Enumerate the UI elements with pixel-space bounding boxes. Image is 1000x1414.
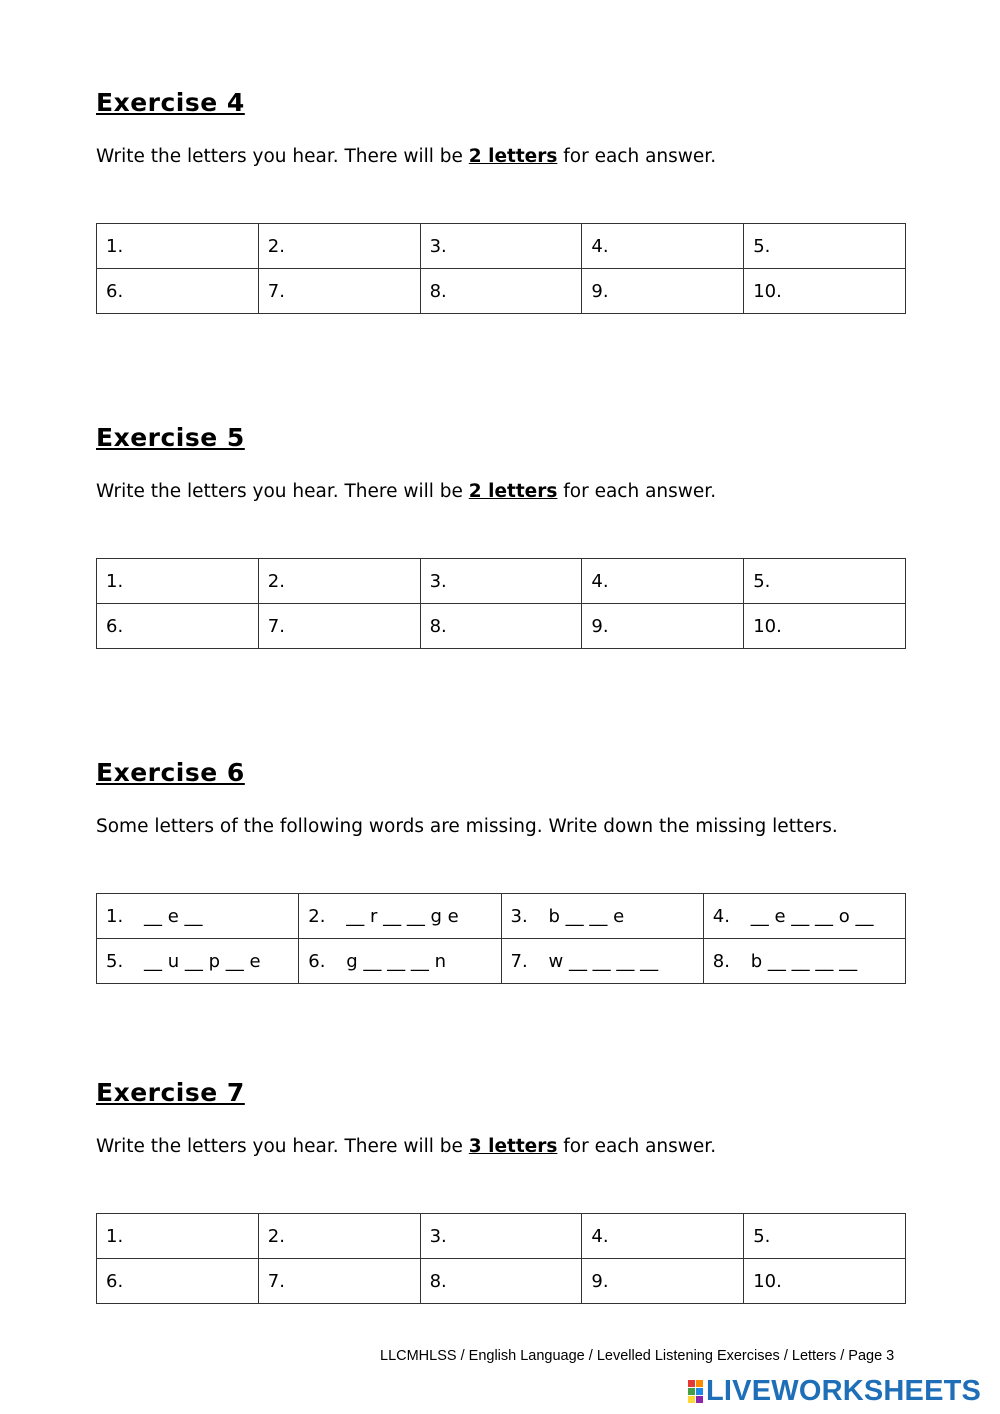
word-pattern: b __ __ __ __	[750, 950, 858, 972]
answer-cell[interactable]: 1.	[97, 559, 259, 604]
exercise-6-instruction: Some letters of the following words are missing. Write down the missing letters.	[96, 816, 838, 837]
exercise-5-instruction: Write the letters you hear. There will be 2 letters for each answer.	[96, 481, 717, 502]
exercise-6-answer-table	[96, 893, 906, 984]
answer-cell[interactable]: 1.	[97, 1214, 259, 1259]
missing-letters-cell[interactable]	[299, 939, 501, 984]
item-number: 3.	[510, 905, 528, 927]
answer-cell[interactable]: 6.	[97, 1259, 259, 1304]
brand-name: LIVEWORKSHEETS	[706, 1374, 982, 1407]
answer-cell[interactable]: 3.	[420, 1214, 582, 1259]
answer-cell[interactable]: 8.	[420, 269, 582, 314]
item-number: 1.	[106, 905, 124, 927]
word-pattern: __ r __ __ g e	[346, 905, 459, 927]
logo-cell	[688, 1396, 695, 1403]
answer-cell[interactable]: 7.	[258, 269, 420, 314]
answer-cell[interactable]: 3.	[420, 224, 582, 269]
answer-cell[interactable]: 10.	[744, 1259, 906, 1304]
item-number: 4.	[712, 905, 730, 927]
word-pattern: __ u __ p __ e	[144, 950, 261, 972]
exercise-4-answer-table	[96, 223, 906, 314]
exercise-7-heading: Exercise 7	[96, 1078, 245, 1107]
exercise-7-answer-table	[96, 1213, 906, 1304]
item-number: 7.	[510, 950, 528, 972]
answer-cell[interactable]: 7.	[258, 604, 420, 649]
answer-cell[interactable]: 4.	[582, 224, 744, 269]
logo-cell	[696, 1380, 703, 1387]
exercise-5-heading: Exercise 5	[96, 423, 245, 452]
answer-cell[interactable]: 3.	[420, 559, 582, 604]
missing-letters-cell[interactable]	[501, 939, 703, 984]
missing-letters-cell[interactable]	[97, 894, 299, 939]
item-number: 5.	[106, 950, 124, 972]
exercise-5-answer-table	[96, 558, 906, 649]
logo-cell	[696, 1396, 703, 1403]
logo-cell	[696, 1388, 703, 1395]
missing-letters-cell[interactable]	[703, 894, 905, 939]
answer-cell[interactable]: 2.	[258, 224, 420, 269]
word-pattern: w __ __ __ __	[548, 950, 659, 972]
answer-cell[interactable]: 8.	[420, 604, 582, 649]
exercise-6-heading: Exercise 6	[96, 758, 245, 787]
item-number: 6.	[308, 950, 326, 972]
answer-cell[interactable]: 8.	[420, 1259, 582, 1304]
answer-cell[interactable]: 9.	[582, 1259, 744, 1304]
answer-cell[interactable]: 4.	[582, 559, 744, 604]
word-pattern: __ e __ __ o __	[750, 905, 874, 927]
answer-cell[interactable]: 9.	[582, 269, 744, 314]
answer-cell[interactable]: 10.	[744, 269, 906, 314]
page-footer: LLCMHLSS / English Language / Levelled Listening Exercises / Letters / Page 3	[380, 1348, 895, 1364]
exercise-4-heading: Exercise 4	[96, 88, 245, 117]
answer-cell[interactable]: 7.	[258, 1259, 420, 1304]
missing-letters-cell[interactable]	[703, 939, 905, 984]
answer-cell[interactable]: 6.	[97, 269, 259, 314]
missing-letters-cell[interactable]	[501, 894, 703, 939]
logo-cell	[688, 1388, 695, 1395]
exercise-7-instruction: Write the letters you hear. There will be 3 letters for each answer.	[96, 1136, 717, 1157]
liveworksheets-logo-icon	[688, 1380, 703, 1403]
logo-cell	[688, 1380, 695, 1387]
word-pattern: g __ __ __ n	[346, 950, 446, 972]
missing-letters-cell[interactable]	[97, 939, 299, 984]
word-pattern: __ e __	[144, 905, 203, 927]
item-number: 2.	[308, 905, 326, 927]
answer-cell[interactable]: 5.	[744, 559, 906, 604]
item-number: 8.	[712, 950, 730, 972]
answer-cell[interactable]: 5.	[744, 224, 906, 269]
answer-cell[interactable]: 10.	[744, 604, 906, 649]
answer-cell[interactable]: 5.	[744, 1214, 906, 1259]
answer-cell[interactable]: 2.	[258, 559, 420, 604]
answer-cell[interactable]: 6.	[97, 604, 259, 649]
word-pattern: b __ __ e	[548, 905, 625, 927]
answer-cell[interactable]: 4.	[582, 1214, 744, 1259]
answer-cell[interactable]: 1.	[97, 224, 259, 269]
missing-letters-cell[interactable]	[299, 894, 501, 939]
exercise-4-instruction: Write the letters you hear. There will be 2 letters for each answer.	[96, 146, 717, 167]
liveworksheets-brand[interactable]	[688, 1376, 981, 1406]
answer-cell[interactable]: 2.	[258, 1214, 420, 1259]
answer-cell[interactable]: 9.	[582, 604, 744, 649]
